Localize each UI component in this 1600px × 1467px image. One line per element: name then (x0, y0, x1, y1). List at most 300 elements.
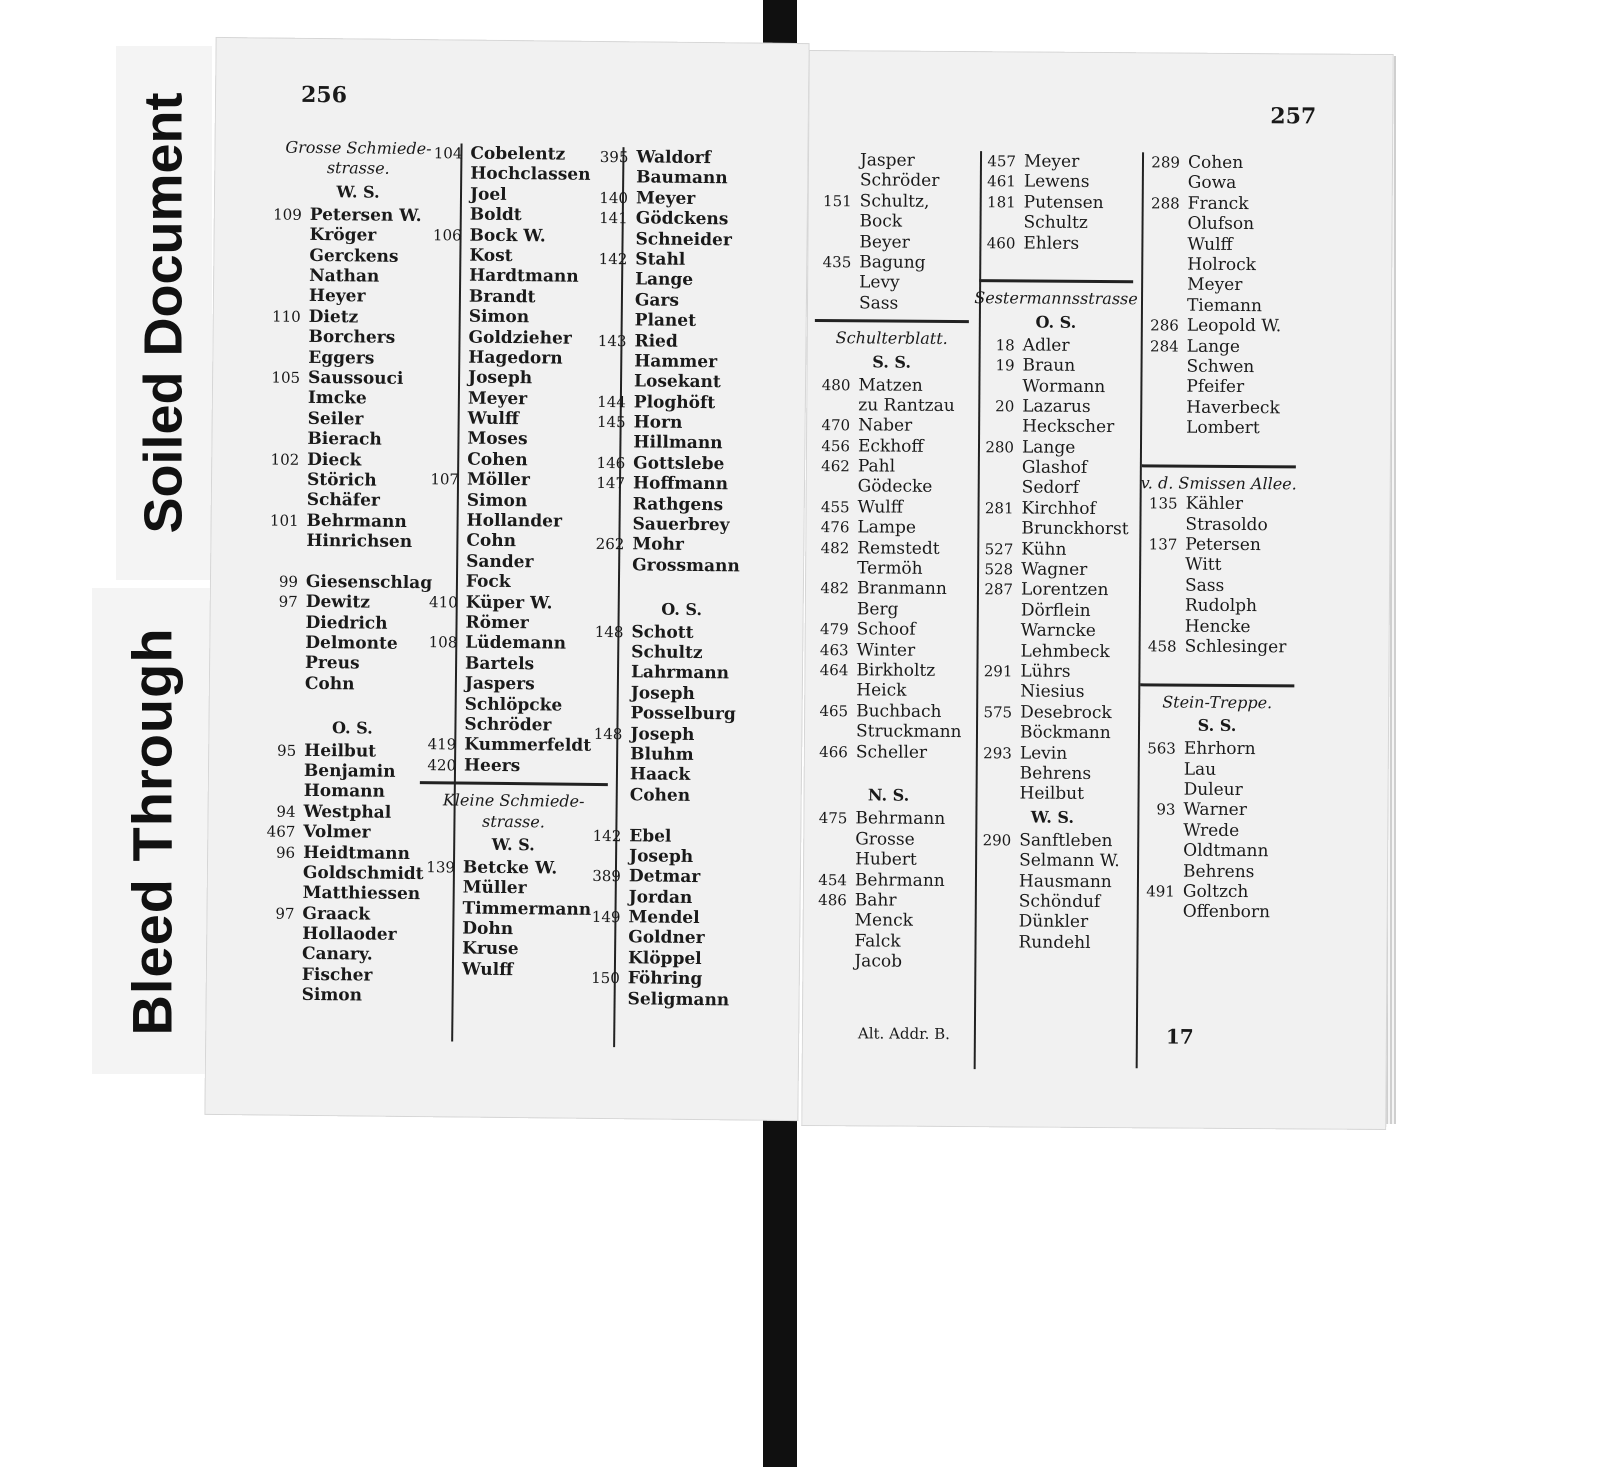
directory-entry (578, 744, 782, 767)
directory-entry (807, 211, 977, 233)
resident-name: Kummerfeldt (464, 734, 592, 757)
resident-name: Behrens (1019, 763, 1092, 784)
resident-name: Gödecke (857, 476, 933, 498)
resident-name: Ploghöft (633, 392, 716, 413)
resident-name: Sander (466, 551, 534, 573)
resident-name: Ried (634, 330, 678, 352)
directory-entry (1133, 575, 1303, 597)
house-number: 455 (820, 497, 850, 517)
directory-entry (250, 985, 450, 1007)
resident-name: Cohn (466, 530, 517, 552)
house-number: 458 (1147, 637, 1177, 656)
resident-name: Falck (854, 931, 901, 952)
resident-name: Westphal (303, 801, 392, 823)
resident-name: Hubert (855, 849, 917, 870)
resident-name: Wulff (1187, 234, 1233, 255)
left-column-3 (576, 147, 789, 1011)
directory-entry (806, 415, 976, 437)
resident-name: Duleur (1183, 779, 1243, 800)
page-number-right: 257 (1270, 103, 1317, 130)
house-number: 454 (818, 870, 848, 889)
resident-name: Leopold W. (1186, 315, 1282, 337)
resident-name: Fock (465, 571, 511, 593)
resident-name: Ehlers (1023, 233, 1080, 254)
house-number: 148 (593, 724, 623, 743)
directory-entry (968, 763, 1138, 785)
directory-entry (1133, 636, 1303, 658)
resident-name: Kröger (309, 225, 377, 246)
directory-entry (580, 514, 784, 537)
house-number: 287 (984, 580, 1014, 599)
resident-name: Dieck (307, 449, 362, 470)
resident-name: Brandt (468, 286, 536, 308)
resident-name: Kirchhof (1021, 498, 1096, 519)
house-number: 465 (819, 701, 849, 721)
directory-entry (583, 290, 787, 313)
directory-entry (969, 620, 1139, 642)
spacer (1132, 657, 1302, 679)
directory-entry (967, 911, 1137, 933)
resident-name: Jaspers (464, 673, 535, 695)
resident-name: Delmonte (305, 632, 398, 654)
directory-entry (580, 555, 784, 578)
house-number: 482 (820, 579, 850, 598)
directory-entry (970, 478, 1140, 500)
directory-entry (576, 968, 780, 991)
side-heading: O. S. (331, 717, 373, 738)
directory-entry (1136, 152, 1306, 174)
bleed-through-label: Bleed Through (92, 588, 212, 1074)
resident-name: Seligmann (627, 988, 730, 1010)
resident-name: Eckhoff (857, 436, 924, 457)
street-heading: Schulterblatt. (835, 328, 948, 349)
house-number: 280 (985, 437, 1015, 457)
resident-name: Lewens (1023, 171, 1090, 193)
resident-name: Gars (634, 290, 680, 311)
street-heading: v. d. Smissen Allee. (1140, 473, 1297, 494)
house-number: 140 (599, 188, 629, 208)
directory-entry (579, 621, 783, 644)
house-number: 461 (987, 172, 1016, 191)
resident-name: Kruse (462, 939, 519, 960)
resident-name: Eggers (308, 347, 375, 369)
section-rule (979, 280, 1133, 284)
directory-entry (577, 886, 781, 909)
house-number: 389 (592, 867, 621, 886)
directory-entry (803, 849, 973, 871)
house-number: 563 (1147, 739, 1176, 758)
resident-name: Kost (469, 245, 513, 266)
house-number: 460 (986, 233, 1016, 252)
resident-name: Haack (629, 764, 691, 786)
resident-name: Struckmann (855, 721, 962, 743)
directory-entry (583, 310, 787, 333)
directory-entry (584, 167, 788, 190)
resident-name: Möller (466, 469, 530, 491)
directory-entry (804, 660, 974, 682)
resident-name: Böckmann (1019, 722, 1111, 744)
house-number: 286 (1150, 316, 1179, 335)
directory-entry (808, 170, 978, 192)
directory-entry (969, 518, 1139, 540)
resident-name: Schäfer (306, 490, 381, 511)
resident-name: Hinrichsen (306, 530, 413, 553)
directory-entry (803, 890, 973, 912)
resident-name: Giesenschlag (305, 571, 433, 594)
resident-name: Tiemann (1186, 295, 1263, 316)
resident-name: Hardtmann (469, 265, 579, 288)
resident-name: Gödckens (635, 208, 729, 230)
resident-name: Boldt (469, 204, 522, 226)
resident-name: Hollaoder (302, 923, 397, 945)
resident-name: Graack (302, 903, 371, 925)
resident-name: Kähler (1185, 493, 1244, 515)
directory-entry (968, 681, 1138, 703)
directory-entry (808, 150, 978, 172)
resident-name: Moses (467, 429, 528, 450)
directory-entry (969, 539, 1139, 561)
resident-name: Pahl (857, 456, 896, 477)
resident-name: Joseph (628, 846, 694, 867)
house-number: 142 (598, 249, 628, 269)
directory-entry (576, 948, 780, 971)
resident-name: Buchbach (856, 701, 942, 722)
resident-name: Homann (303, 781, 385, 803)
directory-entry (970, 437, 1140, 459)
house-number: 142 (592, 826, 622, 845)
house-number: 480 (821, 375, 851, 394)
house-number: 395 (599, 147, 629, 167)
directory-entry (577, 846, 781, 869)
resident-name: Strasoldo (1185, 514, 1268, 535)
resident-name: Holrock (1187, 254, 1257, 276)
resident-name: Wormann (1022, 376, 1106, 397)
resident-name: Heckscher (1022, 416, 1115, 438)
directory-entry (584, 208, 788, 231)
resident-name: Scheller (855, 741, 928, 763)
resident-name: Goldschmidt (302, 862, 424, 885)
house-number: 99 (278, 572, 299, 591)
house-number: 106 (432, 225, 462, 245)
directory-entry (579, 642, 783, 665)
resident-name: Joseph (630, 683, 695, 704)
house-number: 476 (820, 518, 850, 537)
spacer (971, 253, 1141, 275)
resident-name: Lazarus (1022, 396, 1091, 417)
house-number: 143 (597, 331, 627, 350)
resident-name: Goldzieher (468, 327, 572, 349)
resident-name: Cohen (1187, 152, 1244, 174)
resident-name: Heilbut (304, 740, 377, 762)
directory-entry (581, 453, 785, 476)
house-number: 181 (987, 193, 1016, 212)
house-number: 104 (433, 144, 463, 163)
directory-entry (804, 701, 974, 723)
directory-entry (802, 951, 972, 973)
resident-name: Niesius (1020, 681, 1085, 703)
resident-name: Levin (1019, 743, 1068, 764)
directory-entry (581, 432, 785, 455)
resident-name: Planet (634, 310, 697, 332)
resident-name: Imcke (307, 388, 367, 409)
house-number: 102 (270, 450, 300, 469)
resident-name: Lange (635, 269, 694, 291)
resident-name: Haverbeck (1186, 397, 1280, 418)
house-number: 289 (1151, 153, 1181, 172)
resident-name: Simon (468, 306, 530, 328)
directory-entry (581, 493, 785, 516)
footer-number: 17 (1165, 1024, 1194, 1049)
resident-name: Schultz (1023, 212, 1088, 234)
resident-name: Lau (1183, 759, 1217, 780)
directory-entry (970, 376, 1140, 398)
resident-name: Römer (465, 612, 529, 634)
directory-entry (1131, 881, 1301, 903)
resident-name: Berg (856, 599, 899, 620)
resident-name: Lange (1186, 336, 1241, 357)
resident-name: Heyer (308, 286, 366, 307)
resident-name: Behrmann (855, 808, 946, 830)
directory-entry (582, 351, 786, 374)
resident-name: Sedorf (1021, 477, 1080, 499)
directory-entry (1131, 820, 1301, 842)
directory-entry (583, 249, 787, 272)
resident-name: Naber (858, 415, 913, 437)
directory-entry (1136, 193, 1306, 215)
resident-name: Dörflein (1020, 600, 1091, 621)
directory-entry (805, 640, 975, 662)
resident-name: Behrens (1182, 861, 1255, 882)
house-number: 293 (983, 743, 1012, 762)
street-heading: Sestermannsstrasse (974, 288, 1138, 309)
resident-name: Nathan (309, 265, 380, 287)
directory-entry (970, 355, 1140, 377)
side-heading: O. S. (1035, 312, 1077, 332)
directory-entry (803, 910, 973, 932)
resident-name: Hausmann (1018, 870, 1112, 892)
house-number: 19 (995, 356, 1015, 375)
directory-entry (1131, 840, 1301, 862)
house-number: 462 (821, 457, 850, 476)
directory-entry (805, 538, 975, 560)
resident-name: Franck (1187, 193, 1249, 214)
resident-name: Behrmann (306, 510, 407, 532)
resident-name: Sass (858, 293, 899, 314)
section-rule (1140, 683, 1294, 687)
resident-name: Simon (466, 490, 528, 511)
directory-entry (584, 188, 788, 211)
directory-entry (804, 742, 974, 764)
resident-name: Müller (462, 877, 527, 899)
resident-name: Heidtmann (303, 842, 411, 864)
house-number: 20 (995, 397, 1015, 416)
house-number: 435 (822, 253, 852, 272)
resident-name: Matzen (858, 374, 923, 396)
resident-name: Lampe (857, 517, 916, 538)
resident-name: Petersen (1185, 534, 1261, 556)
directory-entry (1135, 234, 1305, 256)
resident-name: Schröder (859, 170, 940, 192)
resident-name: Dewitz (305, 592, 371, 613)
directory-entry (1135, 295, 1305, 317)
house-number: 135 (1148, 494, 1178, 513)
house-number: 419 (427, 735, 457, 754)
directory-entry (972, 172, 1142, 194)
house-number: 475 (818, 809, 848, 828)
side-heading: W. S. (491, 834, 535, 855)
resident-name: Cobelentz (470, 143, 566, 165)
resident-name: Joseph (630, 723, 695, 745)
resident-name: Seiler (307, 408, 364, 430)
directory-entry (806, 476, 976, 498)
directory-entry (1134, 397, 1304, 419)
house-number: 145 (596, 413, 626, 432)
house-number: 101 (269, 511, 299, 530)
side-heading: S. S. (872, 351, 911, 372)
directory-entry (1135, 315, 1305, 337)
directory-entry (1131, 861, 1301, 883)
directory-entry (968, 783, 1138, 805)
house-number: 105 (271, 368, 301, 387)
directory-entry (969, 641, 1139, 663)
directory-entry (576, 927, 780, 950)
directory-entry (1136, 173, 1306, 195)
directory-entry (1132, 738, 1302, 760)
resident-name: Meyer (635, 188, 696, 209)
resident-name: Lahrmann (630, 662, 730, 684)
house-number: 107 (430, 470, 460, 489)
resident-name: Schoof (856, 619, 916, 640)
house-number: 288 (1150, 194, 1180, 213)
right-column-2 (966, 151, 1142, 953)
house-number: 486 (818, 890, 847, 910)
directory-entry (806, 456, 976, 478)
directory-entry (968, 702, 1138, 724)
directory-entry (806, 497, 976, 519)
resident-name: Offenborn (1182, 901, 1271, 923)
spacer (577, 805, 781, 828)
side-heading: S. S. (1197, 715, 1237, 736)
directory-entry (1134, 377, 1304, 399)
resident-name: Küper W. (465, 592, 553, 614)
left-page (204, 37, 809, 1121)
resident-name: Meyer (1023, 151, 1080, 172)
directory-entry (578, 723, 782, 746)
resident-name: Lührs (1020, 661, 1071, 682)
house-number: 467 (266, 822, 296, 841)
directory-entry (584, 147, 788, 170)
resident-name: Adler (1022, 335, 1070, 356)
directory-entry (579, 683, 783, 706)
resident-name: Wulff (461, 959, 514, 980)
directory-entry (1134, 356, 1304, 378)
resident-name: Rathgens (632, 493, 724, 515)
directory-entry (1131, 902, 1301, 924)
directory-entry (582, 412, 786, 435)
resident-name: Bahr (854, 890, 897, 911)
directory-entry (807, 272, 977, 294)
resident-name: Olufson (1187, 213, 1255, 235)
side-heading: O. S. (661, 599, 703, 619)
resident-name: Schönduf (1018, 891, 1101, 912)
resident-name: Jasper (859, 150, 915, 171)
directory-entry (578, 703, 782, 726)
house-number: 466 (819, 742, 848, 761)
resident-name: Lüdemann (465, 632, 567, 654)
resident-name: Meyer (467, 388, 528, 409)
resident-name: Wrede (1183, 820, 1240, 841)
soiled-document-label: Soiled Document (116, 46, 212, 580)
directory-entry (969, 559, 1139, 581)
directory-entry (1134, 494, 1304, 516)
resident-name: Simon (301, 985, 363, 1006)
directory-entry (807, 293, 977, 315)
street-heading: Grosse Schmiede- (285, 137, 432, 159)
house-number: 147 (596, 474, 626, 493)
resident-name: Detmar (628, 866, 701, 888)
resident-name: Sauerbrey (632, 514, 730, 536)
directory-entry (1134, 417, 1304, 439)
street-heading: Stein-Treppe. (1162, 692, 1273, 713)
directory-entry (969, 498, 1139, 520)
resident-name: Heilbut (1019, 783, 1085, 805)
directory-entry (967, 850, 1137, 872)
resident-name: Menck (854, 910, 914, 932)
resident-name: Ebel (629, 825, 672, 847)
house-number: 150 (591, 969, 620, 988)
resident-name: Pfeifer (1186, 376, 1245, 398)
house-number: 97 (278, 592, 298, 612)
house-number: 464 (819, 661, 849, 680)
resident-name: Hencke (1184, 616, 1251, 637)
resident-name: Schlöpcke (464, 694, 563, 716)
directory-entry (972, 192, 1142, 214)
resident-name: Desebrock (1020, 702, 1112, 723)
resident-name: Brunckhorst (1021, 518, 1129, 540)
house-number: 141 (599, 209, 628, 228)
house-number: 97 (275, 904, 295, 923)
spacer (1134, 438, 1304, 460)
resident-name: Hagedorn (468, 347, 563, 369)
resident-name: Cohn (304, 673, 355, 695)
resident-name: Termöh (857, 558, 923, 579)
resident-name: Betcke W. (462, 857, 558, 879)
side-heading: W. S. (1030, 807, 1075, 827)
house-number: 146 (596, 453, 626, 473)
house-number: 456 (821, 436, 851, 455)
resident-name: Losekant (633, 371, 721, 393)
street-heading: strasse. (326, 158, 390, 179)
resident-name: Cohen (629, 785, 691, 806)
resident-name: Hoffmann (632, 473, 729, 495)
directory-entry (583, 269, 787, 292)
resident-name: Klöppel (627, 948, 702, 969)
resident-name: Oldtmann (1183, 840, 1269, 862)
spacer (804, 762, 974, 784)
resident-name: Meyer (1187, 274, 1243, 296)
resident-name: Mendel (628, 907, 700, 929)
resident-name: Gottslebe (633, 453, 725, 475)
directory-entry (803, 808, 973, 830)
resident-name: Levy (859, 272, 900, 293)
directory-entry (971, 212, 1141, 234)
resident-name: Saussouci (307, 367, 404, 389)
resident-name: Heick (856, 680, 907, 702)
resident-name: Wagner (1021, 559, 1088, 580)
street-heading: Kleine Schmiede- (442, 790, 585, 811)
directory-entry (1135, 213, 1305, 235)
resident-name: Schott (631, 621, 694, 643)
